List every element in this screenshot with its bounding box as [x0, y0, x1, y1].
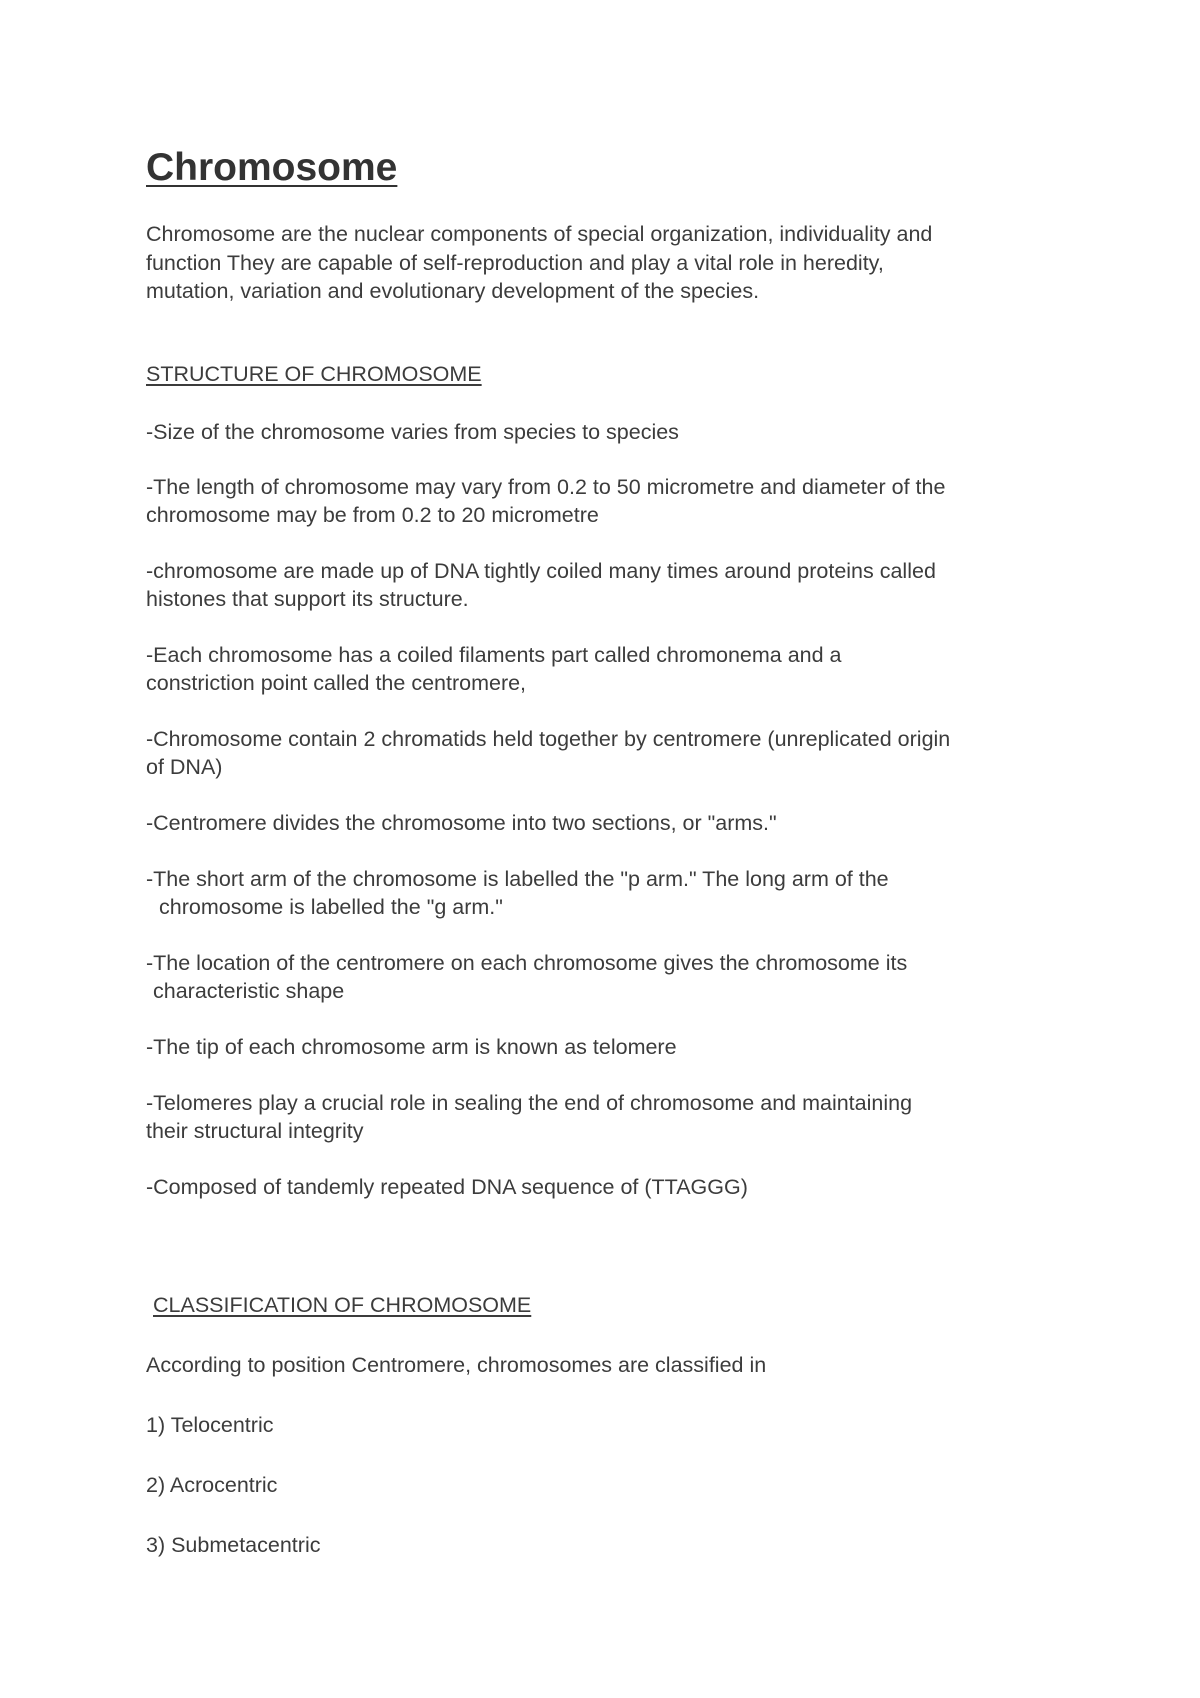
structure-point: -The length of chromosome may vary from 0.2 to 50 micrometre and diameter of the [146, 475, 946, 499]
classification-item: 3) Submetacentric [146, 1533, 321, 1557]
structure-point: -chromosome are made up of DNA tightly coiled many times around proteins called [146, 559, 936, 583]
classification-item: 1) Telocentric [146, 1413, 274, 1437]
structure-point-continuation: histones that support its structure. [146, 587, 469, 611]
classification-heading: CLASSIFICATION OF CHROMOSOME [153, 1293, 532, 1317]
structure-point-continuation: their structural integrity [146, 1119, 364, 1143]
structure-point: -Composed of tandemly repeated DNA sequence of (TTAGGG) [146, 1175, 748, 1199]
page-title: Chromosome [146, 146, 398, 189]
structure-point-continuation: chromosome is labelled the "g arm." [159, 895, 503, 919]
structure-point: -Each chromosome has a coiled filaments part called chromonema and a [146, 643, 842, 667]
structure-point: -Centromere divides the chromosome into two sections, or "arms." [146, 811, 777, 835]
structure-point-continuation: of DNA) [146, 755, 223, 779]
classification-intro: According to position Centromere, chromosomes are classified in [146, 1353, 767, 1377]
structure-point: -Telomeres play a crucial role in sealing the end of chromosome and maintaining [146, 1091, 913, 1115]
structure-point: -The short arm of the chromosome is labelled the "p arm." The long arm of the [146, 867, 889, 891]
intro-line: Chromosome are the nuclear components of special organization, individuality and [146, 222, 933, 246]
intro-line: function They are capable of self-reproduction and play a vital role in heredity, [146, 250, 884, 275]
structure-point: -Chromosome contain 2 chromatids held together by centromere (unreplicated origin [146, 727, 951, 751]
structure-heading: STRUCTURE OF CHROMOSOME [146, 362, 482, 386]
structure-point-continuation: characteristic shape [153, 979, 345, 1003]
structure-point: -The location of the centromere on each chromosome gives the chromosome its [146, 951, 908, 975]
structure-point: -Size of the chromosome varies from species to species [146, 420, 679, 444]
intro-line: mutation, variation and evolutionary development of the species. [146, 279, 760, 303]
structure-point-continuation: chromosome may be from 0.2 to 20 micrometre [146, 503, 599, 527]
structure-point: -The tip of each chromosome arm is known as telomere [146, 1035, 677, 1059]
structure-point-continuation: constriction point called the centromere, [146, 671, 527, 695]
classification-item: 2) Acrocentric [146, 1473, 278, 1497]
